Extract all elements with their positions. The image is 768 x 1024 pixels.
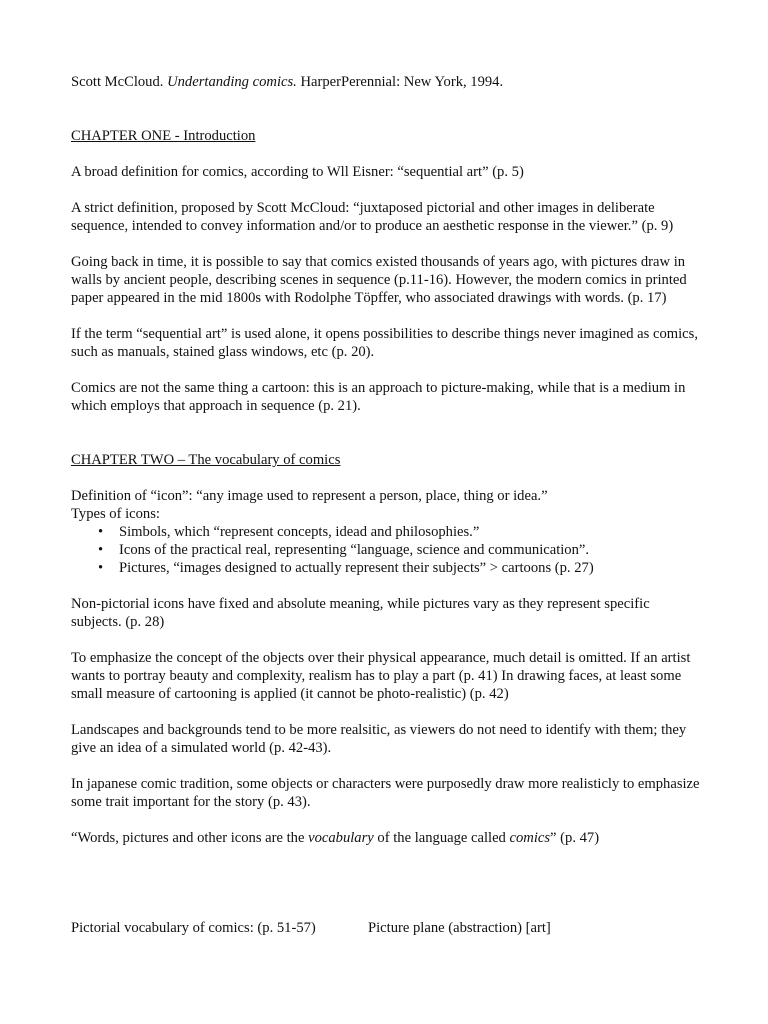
bullet-icon: • [98,524,104,540]
citation-title: Undertanding comics. [167,74,297,90]
quote-middle: of the language called [373,830,510,846]
chapter-one-paragraph: If the term “sequential art” is used alone, it opens possibilities to describe things never imagined as comics, such as manuals, stained glass windows, etc (p. 20). [71,326,698,360]
bullet-icon: • [98,560,104,576]
icon-definition: Definition of “icon”: “any image used to represent a person, place, thing or idea.” [71,488,548,504]
chapter-two-paragraph: In japanese comic tradition, some objects or characters were purposedly draw more realisticly to emphasize some trait important for the story (p. 43). [71,776,700,810]
chapter-one-paragraph: A broad definition for comics, according to Wll Eisner: “sequential art” (p. 5) [71,164,524,180]
chapter-one-heading: CHAPTER ONE - Introduction [71,128,256,144]
list-item [71,559,701,577]
document-page [71,73,701,937]
types-label: Types of icons: [71,506,160,522]
chapter-two-paragraph: To emphasize the concept of the objects over their physical appearance, much detail is omitted. If an artist wants to portray beauty and complexity, realism has to play a part (p. 41) In drawing faces, at least some small measure of cartooning is applied (it cannot be photo-realistic) (p. 42) [71,650,691,702]
chapter-two-paragraph: Non-pictorial icons have fixed and absolute meaning, while pictures vary as they represent specific subjects. (p. 28) [71,596,650,630]
chapter-two-paragraph: Landscapes and backgrounds tend to be more realsitic, as viewers do not need to identify with them; they give an idea of a simulated world (p. 42-43). [71,722,687,756]
pictorial-vocabulary-label: Pictorial vocabulary of comics: (p. 51-57) [71,920,316,936]
list-item-text: Simbols, which “represent concepts, idead and philosophies.” [119,524,480,540]
bottom-row [71,919,701,937]
chapter-two-heading: CHAPTER TWO – The vocabulary of comics [71,452,341,468]
quote-after: ” (p. 47) [550,830,600,846]
quote-emphasis-vocabulary: vocabulary [308,830,374,846]
chapter-one-paragraph: Going back in time, it is possible to say that comics existed thousands of years ago, with pictures draw in walls by ancient people, describing scenes in sequence (p.11-16). However, the modern comics in printed paper appeared in the mid 1800s with Rodolphe Töpffer, who associated drawings with words. (p. 17) [71,254,687,306]
quote-emphasis-comics: comics [509,830,551,846]
citation-author: Scott McCloud. [71,74,164,90]
list-item [71,541,701,559]
citation [71,73,701,91]
chapter-one-paragraph: Comics are not the same thing a cartoon: this is an approach to picture-making, while that is a medium in which employs that approach in sequence (p. 21). [71,380,686,414]
list-item [71,523,701,541]
quote-before: “Words, pictures and other icons are the [71,830,309,846]
chapter-one-paragraph: A strict definition, proposed by Scott McCloud: “juxtaposed pictorial and other images in deliberate sequence, intended to convey information and/or to produce an aesthetic response in the viewer.” (p. 9) [71,200,674,234]
citation-publisher: HarperPerennial: New York, 1994. [300,74,504,90]
vocabulary-quote [71,829,701,847]
picture-plane-label: Picture plane (abstraction) [art] [368,920,551,936]
list-item-text: Pictures, “images designed to actually represent their subjects” > cartoons (p. 27) [119,560,594,576]
list-item-text: Icons of the practical real, representing “language, science and communication”. [119,542,590,558]
bullet-icon: • [98,542,104,558]
icon-types-list [71,523,701,577]
